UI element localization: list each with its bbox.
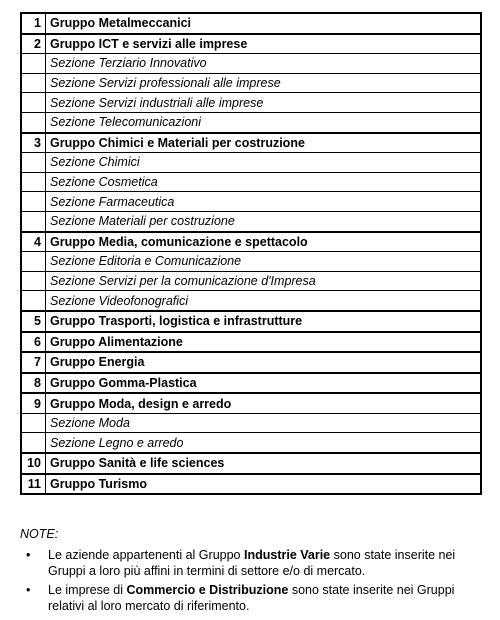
section-label: Sezione Servizi per la comunicazione d'Impresa [46,271,482,291]
note-text-bold: Commercio e Distribuzione [126,582,289,597]
note-text-before: Le aziende appartenenti al Gruppo [48,547,244,562]
section-row [21,252,481,272]
section-row [21,172,481,192]
row-number [21,211,46,231]
group-row [21,232,481,252]
group-row [21,373,481,394]
section-label: Sezione Legno e arredo [46,433,482,453]
row-number: 9 [21,393,46,413]
group-row [21,332,481,353]
row-number [21,192,46,212]
group-label: Gruppo ICT e servizi alle imprese [46,34,482,54]
section-row [21,153,481,173]
section-label: Sezione Videofonografici [46,291,482,311]
groups-table [20,12,482,495]
row-number: 2 [21,34,46,54]
section-row [21,54,481,74]
bullet-icon: • [26,582,31,597]
row-number [21,291,46,311]
note-text-bold: Industrie Varie [243,547,331,562]
note-item [20,582,490,615]
section-row [21,291,481,311]
section-row [21,271,481,291]
group-row [21,34,481,54]
notes-list [20,547,490,615]
section-label: Sezione Farmaceutica [46,192,482,212]
section-label: Sezione Editoria e Comunicazione [46,252,482,272]
row-number: 8 [21,373,46,394]
section-label: Sezione Moda [46,413,482,433]
row-number: 4 [21,232,46,252]
group-label: Gruppo Energia [46,352,482,373]
section-row [21,413,481,433]
group-row [21,474,481,495]
group-label: Gruppo Sanità e life sciences [46,453,482,474]
groups-table-body [21,13,481,494]
section-row [21,211,481,231]
section-row [21,73,481,93]
section-row [21,192,481,212]
section-row [21,433,481,453]
section-label: Sezione Servizi professionali alle imprese [46,73,482,93]
row-number: 10 [21,453,46,474]
row-number [21,413,46,433]
section-label: Sezione Chimici [46,153,482,173]
row-number [21,54,46,74]
group-label: Gruppo Trasporti, logistica e infrastrutture [46,311,482,332]
section-row [21,112,481,132]
group-label: Gruppo Moda, design e arredo [46,393,482,413]
note-text-after: sono state inserite nei Gruppi a loro più affini in termini di settore e/o di mercato. [48,547,456,579]
group-row [21,352,481,373]
row-number [21,153,46,173]
row-number [21,93,46,113]
row-number [21,172,46,192]
group-label: Gruppo Media, comunicazione e spettacolo [46,232,482,252]
row-number [21,433,46,453]
section-label: Sezione Cosmetica [46,172,482,192]
note-text-before: Le imprese di [48,582,127,597]
note-text-after: sono state inserite nei Gruppi relativi al loro mercato di riferimento. [48,582,455,614]
section-label: Sezione Terziario Innovativo [46,54,482,74]
group-label: Gruppo Gomma-Plastica [46,373,482,394]
row-number: 11 [21,474,46,495]
row-number: 7 [21,352,46,373]
notes-title: NOTE: [20,527,59,541]
section-label: Sezione Servizi industriali alle imprese [46,93,482,113]
notes-section [20,526,490,617]
section-label: Sezione Materiali per costruzione [46,211,482,231]
row-number: 5 [21,311,46,332]
section-row [21,93,481,113]
row-number [21,271,46,291]
note-item [20,547,490,580]
group-label: Gruppo Alimentazione [46,332,482,353]
row-number: 1 [21,13,46,34]
bullet-icon: • [26,547,31,562]
row-number: 3 [21,133,46,153]
group-row [21,393,481,413]
row-number [21,252,46,272]
section-label: Sezione Telecomunicazioni [46,112,482,132]
group-label: Gruppo Chimici e Materiali per costruzione [46,133,482,153]
group-row [21,13,481,34]
row-number: 6 [21,332,46,353]
group-row [21,133,481,153]
group-label: Gruppo Turismo [46,474,482,495]
group-row [21,453,481,474]
row-number [21,112,46,132]
group-row [21,311,481,332]
group-label: Gruppo Metalmeccanici [46,13,482,34]
row-number [21,73,46,93]
